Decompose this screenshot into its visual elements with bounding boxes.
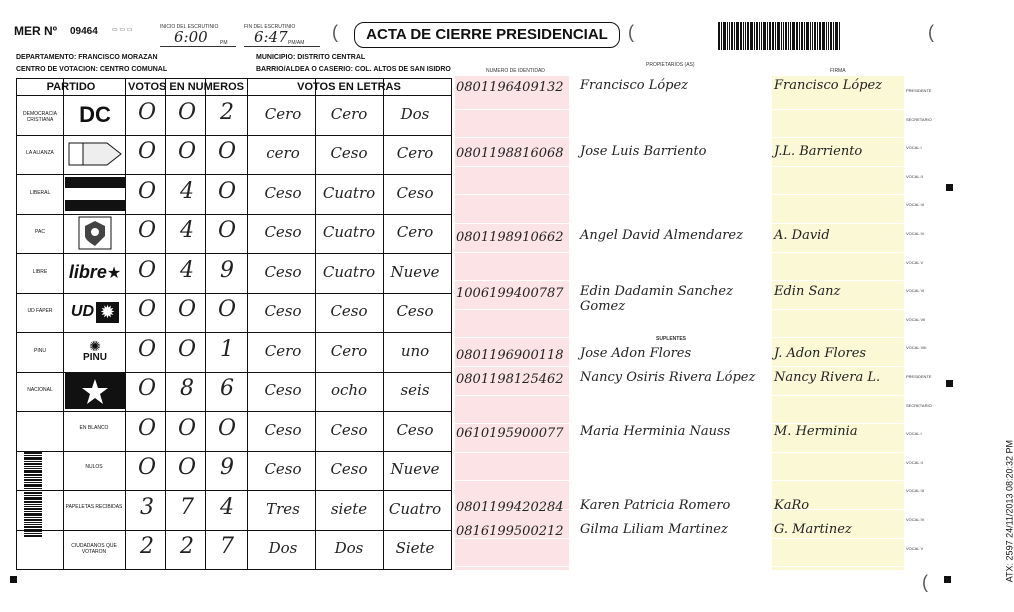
inicio-time: 6:00 (174, 28, 208, 46)
party-logo-6-icon (65, 334, 125, 370)
vote-word: Dos (268, 539, 298, 558)
party-name: DEMOCRACIA CRISTIANA (23, 110, 57, 123)
cargo-label: VOCAL III (906, 202, 924, 208)
member-signature: A. David (774, 228, 830, 243)
col-line (125, 79, 126, 569)
identity-number: 0801196409132 (456, 80, 564, 95)
suplente-name: Maria Herminia Nauss (580, 424, 731, 439)
fin-time: 6:47 (254, 28, 288, 46)
cargo-label: VOCAL IV (906, 517, 925, 522)
vote-word: Cero (264, 341, 302, 360)
vote-digit: 6 (220, 376, 234, 402)
col-line (315, 79, 316, 569)
vote-word: Dos (334, 539, 364, 558)
vote-word: Ceso (264, 420, 302, 439)
vote-digit: O (217, 178, 237, 204)
vote-digit: O (137, 218, 157, 244)
vote-digit: O (217, 218, 237, 244)
cargo-label: VOCAL I (906, 145, 922, 151)
party-name: PINU (34, 347, 46, 354)
row-divider (455, 252, 569, 253)
party-logo-5-icon (65, 294, 125, 330)
vote-word: uno (400, 341, 430, 360)
extra-row-label: EN BLANCO (79, 424, 109, 431)
suplente-name: Nancy Osiris Rivera López (580, 370, 756, 385)
vote-word: Ceso (330, 420, 368, 439)
extra-row-label: NULOS (85, 464, 103, 471)
cargo-label: PRESIDENTE (906, 88, 932, 93)
inicio-label: INICIO DEL ESCRUTINIO (160, 24, 219, 30)
vote-digit: O (177, 415, 197, 441)
vote-digit: 4 (180, 257, 194, 283)
cargo-label: SECRETARIO (906, 402, 932, 408)
row-divider (772, 252, 904, 253)
identity-number: 0801198910662 (456, 230, 564, 245)
suplente-name: Karen Patricia Romero (580, 498, 731, 513)
row-divider (455, 223, 569, 224)
row-divider (455, 280, 569, 281)
party-name: NACIONAL (27, 387, 53, 394)
vote-digit: O (137, 139, 157, 165)
cargo-label: VOCAL IV (906, 231, 925, 236)
cargo-label: VOCAL I (906, 431, 922, 437)
party-name: UD FAPER (27, 308, 53, 315)
row-divider (455, 137, 569, 138)
row-divider (455, 166, 569, 167)
row-divider (772, 280, 904, 281)
vote-word: Ceso (264, 223, 302, 242)
row-divider (772, 109, 904, 110)
vote-digit: 9 (220, 257, 234, 283)
vote-digit: 2 (220, 99, 234, 125)
vote-word: Cuatro (322, 223, 376, 242)
pac-shield-icon (78, 216, 112, 250)
party-name: LIBRE (32, 268, 48, 275)
vote-digit: O (177, 455, 197, 481)
inicio-ampm: PM (220, 40, 228, 46)
centro-votacion: CENTRO DE VOTACION: CENTRO COMUNAL (16, 66, 168, 73)
fin-box (244, 30, 320, 47)
row-divider (772, 194, 904, 195)
cargo-label: PRESIDENTE (906, 374, 932, 379)
row-divider (455, 452, 569, 453)
reg-mark (944, 576, 951, 583)
vote-word: ocho (330, 381, 368, 400)
liberal-flag-icon (65, 177, 125, 211)
cargo-label: VOCAL VII (906, 316, 926, 322)
reg-mark (946, 380, 953, 387)
paren-bottom: ( (922, 572, 928, 592)
identity-number: 0801198816068 (456, 146, 564, 161)
suplente-signature: Nancy Rivera L. (774, 370, 881, 385)
nacional-star-icon (65, 373, 125, 409)
identity-number: 0816199500212 (456, 524, 564, 539)
cargo-label: VOCAL II (906, 173, 923, 179)
party-logo-7-icon (65, 373, 125, 409)
extra-row-label: CIUDADANOS QUE VOTARON (71, 543, 117, 556)
vote-word: Ceso (396, 302, 434, 321)
vote-digit: O (217, 415, 237, 441)
vote-word: Nueve (390, 460, 440, 479)
row-line (17, 490, 451, 491)
col-head-partido: PARTIDO (46, 81, 96, 93)
party-logo-3-icon (65, 215, 125, 251)
libre-star-icon: ★ (106, 264, 122, 282)
row-divider (455, 566, 569, 567)
vote-digit: O (177, 297, 197, 323)
party-name: LIBERAL (29, 189, 51, 196)
vote-digit: 1 (220, 336, 234, 362)
vote-word: cero (266, 144, 300, 163)
vote-word: Siete (395, 539, 435, 558)
suplente-signature: M. Herminia (774, 424, 858, 439)
extra-row-label: PAPELETAS RECIBIDAS (65, 503, 123, 510)
row-divider (772, 480, 904, 481)
row-line (17, 451, 451, 452)
cargo-label: SECRETARIO (906, 116, 932, 122)
cargo-label: VOCAL III (906, 488, 924, 494)
vote-word: Ceso (330, 302, 368, 321)
row-divider (772, 166, 904, 167)
paren-right: ( (628, 22, 634, 42)
vote-word: Tres (266, 499, 300, 518)
vote-digit: 3 (140, 494, 154, 520)
head-identity: NUMERO DE IDENTIDAD (486, 68, 545, 74)
member-signature: Edin Sanz (774, 284, 841, 299)
vote-digit: 9 (220, 455, 234, 481)
cargo-label: VOCAL II (906, 459, 923, 465)
party-name: LA ALIANZA (26, 150, 54, 157)
head-propietarios: PROPIETARIOS (AS) (646, 62, 695, 68)
row-divider (772, 337, 904, 338)
vote-word: Ceso (330, 460, 368, 479)
mer-label: MER Nº (14, 24, 58, 38)
barcode-side-icon (24, 452, 46, 572)
vote-digit: O (177, 336, 197, 362)
vote-word: Ceso (264, 381, 302, 400)
vote-digit: O (177, 99, 197, 125)
identity-number: 0801199420284 (456, 500, 564, 515)
paren-left: ( (332, 22, 338, 42)
vote-word: Dos (400, 104, 430, 123)
suplente-signature: KaRo (774, 498, 810, 513)
vote-word: Ceso (396, 420, 434, 439)
vote-digit: 4 (220, 494, 234, 520)
vote-digit: O (137, 297, 157, 323)
copy-marker: ▭ ▭ ▭ (112, 27, 133, 33)
row-divider (772, 538, 904, 539)
alianza-arrow-icon (67, 139, 123, 169)
vote-word: Cuatro (322, 183, 376, 202)
row-divider (772, 366, 904, 367)
party-logo-0-icon (65, 97, 125, 133)
member-name: Francisco López (580, 78, 689, 93)
row-divider (772, 309, 904, 310)
vote-digit: O (137, 376, 157, 402)
identity-number: 0801198125462 (456, 372, 564, 387)
row-line (17, 411, 451, 412)
reg-mark (10, 576, 17, 583)
party-name: PAC (35, 229, 45, 236)
suplente-name: Jose Adon Flores (580, 346, 692, 361)
barrio: BARRIO/ALDEA O CASERIO: COL. ALTOS DE SAN ISIDRO (256, 66, 451, 73)
col-head-letras: VOTOS EN LETRAS (297, 81, 401, 93)
vote-word: Cero (330, 341, 368, 360)
vote-digit: 2 (140, 534, 154, 560)
vote-word: Cero (330, 104, 368, 123)
fin-label: FIN DEL ESCRUTINIO (244, 24, 296, 30)
dc-text: DC (79, 101, 111, 127)
vote-digit: O (217, 297, 237, 323)
member-name: Edin Dadamin Sanchez Gomez (580, 284, 733, 314)
libre-text: libre (68, 262, 107, 283)
party-logo-2-icon (65, 176, 125, 212)
departamento: DEPARTAMENTO: FRANCISCO MORAZAN (16, 54, 158, 61)
vote-word: siete (330, 499, 368, 518)
row-line (17, 569, 451, 570)
ud-text: UD (70, 303, 94, 321)
member-signature: J.L. Barriento (774, 144, 863, 159)
vote-word: seis (400, 381, 430, 400)
vote-digit: O (137, 178, 157, 204)
vote-digit: 4 (180, 178, 194, 204)
row-divider (455, 480, 569, 481)
col-line (63, 79, 64, 569)
col-line (247, 79, 248, 569)
row-divider (772, 395, 904, 396)
vote-word: Cero (396, 223, 434, 242)
suplente-signature: J. Adon Flores (774, 346, 867, 361)
vote-word: Cero (396, 144, 434, 163)
vote-word: Cero (264, 104, 302, 123)
fin-ampm: PM/AM (288, 40, 305, 46)
vote-word: Ceso (330, 144, 368, 163)
row-divider (455, 366, 569, 367)
row-divider (455, 309, 569, 310)
vote-word: Ceso (396, 183, 434, 202)
timestamp-stamp: ATX: 2597 24/11/2013 08:20:32 PM (1004, 440, 1014, 583)
col-head-numeros: VOTOS EN NUMEROS (128, 81, 244, 93)
identity-number: 0610195900077 (456, 426, 564, 441)
cargo-label: VOCAL V (906, 259, 924, 265)
paren-far-right: ( (928, 22, 934, 42)
row-divider (772, 223, 904, 224)
pinu-text: PINU (83, 351, 107, 363)
vote-digit: 4 (180, 218, 194, 244)
reg-mark (946, 184, 953, 191)
barcode-top-icon (718, 22, 874, 52)
vote-digit: 8 (180, 376, 194, 402)
suplente-signature: G. Martinez (774, 522, 852, 537)
vote-digit: O (217, 139, 237, 165)
vote-word: Ceso (264, 460, 302, 479)
vote-digit: 7 (180, 494, 194, 520)
party-logo-1-icon (65, 136, 125, 172)
votes-table (16, 78, 452, 570)
vote-word: Ceso (264, 183, 302, 202)
vote-word: Nueve (390, 262, 440, 281)
suplente-name: Gilma Liliam Martinez (580, 522, 728, 537)
vote-digit: 2 (180, 534, 194, 560)
row-divider (772, 137, 904, 138)
vote-word: Cuatro (388, 499, 442, 518)
municipio: MUNICIPIO: DISTRITO CENTRAL (256, 54, 366, 61)
vote-word: Cuatro (322, 262, 376, 281)
row-divider (455, 194, 569, 195)
vote-digit: 7 (220, 534, 234, 560)
member-signature: Francisco López (774, 78, 883, 93)
party-logo-4-icon (65, 255, 125, 291)
row-divider (772, 452, 904, 453)
member-name: Jose Luis Barriento (580, 144, 707, 159)
vote-digit: O (137, 455, 157, 481)
row-divider (772, 566, 904, 567)
mer-number: 09464 (70, 26, 98, 37)
pinu-emblem-icon: ✺ (89, 337, 101, 354)
vote-digit: O (137, 257, 157, 283)
cargo-label: VOCAL V (906, 545, 924, 551)
identity-number: 0801196900118 (456, 348, 564, 363)
row-divider (455, 109, 569, 110)
cargo-label: VOCAL VI (906, 288, 925, 294)
member-name: Angel David Almendarez (580, 228, 743, 243)
identity-number: 1006199400787 (456, 286, 564, 301)
inicio-box (160, 30, 236, 47)
vote-digit: O (137, 415, 157, 441)
vote-digit: O (177, 139, 197, 165)
head-firma: FIRMA (830, 68, 846, 74)
vote-word: Ceso (264, 302, 302, 321)
vote-digit: O (137, 99, 157, 125)
vote-digit: O (137, 336, 157, 362)
sun-icon: ✹ (96, 302, 119, 323)
document-title: ACTA DE CIERRE PRESIDENCIAL (354, 22, 620, 48)
head-suplentes: SUPLENTES (656, 336, 687, 342)
row-divider (455, 337, 569, 338)
row-line (17, 530, 451, 531)
row-divider (455, 395, 569, 396)
cargo-label: VOCAL VIII (906, 345, 927, 351)
row-divider (455, 423, 569, 424)
vote-word: Ceso (264, 262, 302, 281)
